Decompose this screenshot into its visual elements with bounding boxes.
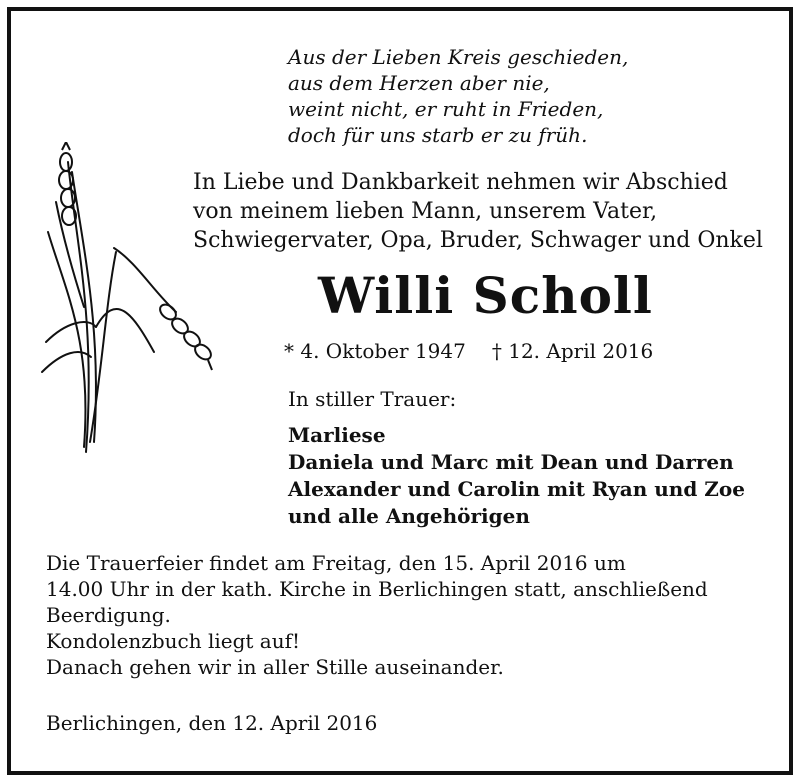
intro-line: In Liebe und Dankbarkeit nehmen wir Abschied <box>193 170 728 195</box>
life-dates <box>284 338 653 364</box>
deceased-name: Willi Scholl <box>318 266 653 325</box>
mourner-name: Marliese <box>288 423 386 447</box>
mourner-name: Daniela und Marc mit Dean und Darren <box>288 450 734 474</box>
funeral-details <box>46 550 708 680</box>
mourner-name: und alle Angehörigen <box>288 504 530 528</box>
details-line: Danach gehen wir in aller Stille auseinander. <box>46 655 504 679</box>
mourners-list <box>288 422 745 530</box>
mourning-heading: In stiller Trauer: <box>288 387 457 411</box>
poem-line: doch für uns starb er zu früh. <box>288 123 588 147</box>
poem-line: Aus der Lieben Kreis geschieden, <box>288 45 629 69</box>
details-line: 14.00 Uhr in der kath. Kirche in Berlichingen statt, anschließend <box>46 577 708 601</box>
intro-line: Schwiegervater, Opa, Bruder, Schwager und Onkel <box>193 228 763 253</box>
poem-line: aus dem Herzen aber nie, <box>288 71 550 95</box>
details-line: Die Trauerfeier findet am Freitag, den 15. April 2016 um <box>46 551 626 575</box>
death-date: † 12. April 2016 <box>491 339 654 363</box>
mourner-name: Alexander und Carolin mit Ryan und Zoe <box>288 477 745 501</box>
place-date: Berlichingen, den 12. April 2016 <box>46 711 378 735</box>
details-line: Beerdigung. <box>46 603 171 627</box>
intro-text <box>193 168 763 255</box>
poem-line: weint nicht, er ruht in Frieden, <box>288 97 604 121</box>
poem <box>288 44 628 148</box>
birth-date: * 4. Oktober 1947 <box>284 339 466 363</box>
intro-line: von meinem lieben Mann, unserem Vater, <box>193 199 658 224</box>
details-line: Kondolenzbuch liegt auf! <box>46 629 301 653</box>
